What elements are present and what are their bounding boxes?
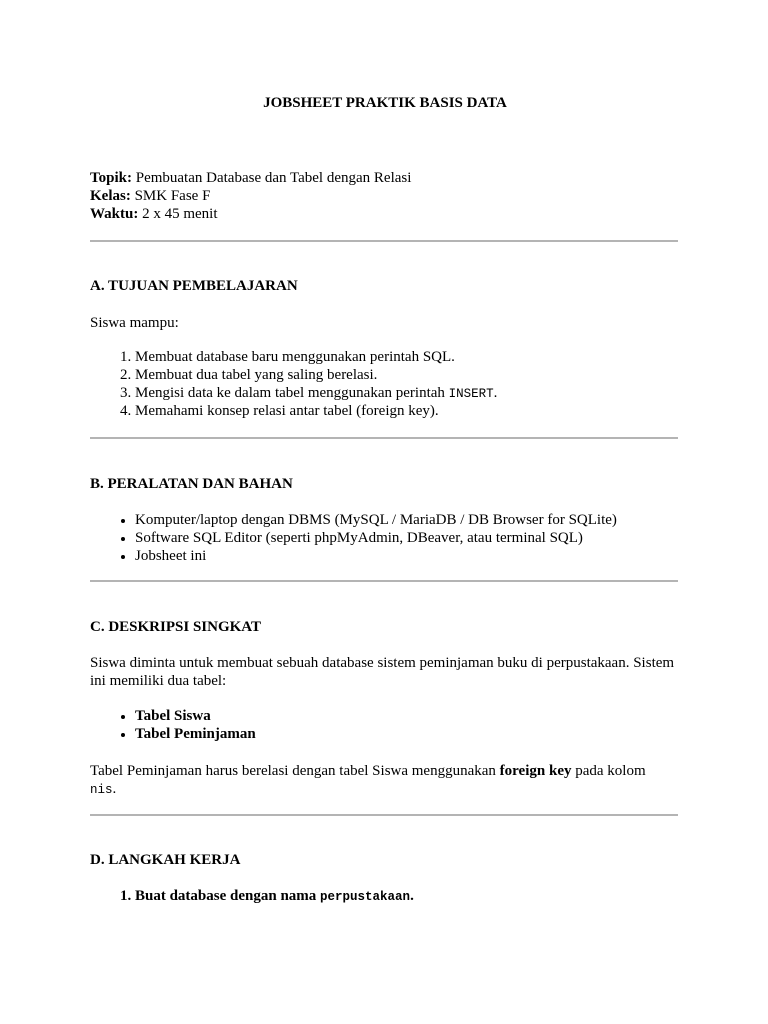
steps-list [90,887,414,905]
divider [90,240,678,242]
divider [90,814,678,816]
meta-waktu [90,205,411,223]
relation-bold: foreign key [499,763,572,779]
objectives-list [90,348,497,420]
relation-end: pada kolom [571,763,646,779]
section-c-relation [90,762,680,799]
relation-text: Tabel Peminjaman harus berelasi dengan tabel Siswa menggunakan [90,763,500,779]
section-a-heading: A. TUJUAN PEMBELAJARAN [90,278,298,294]
meta-topik [90,169,411,187]
topik-value: Pembuatan Database dan Tabel dengan Relasi [131,170,412,186]
code-perpustakaan: perpustakaan [320,890,411,904]
tools-list [90,511,617,565]
waktu-value: 2 x 45 menit [138,206,218,222]
list-item-text: Mengisi data ke dalam tabel menggunakan perintah [135,385,449,401]
kelas-label: Kelas: [90,188,131,204]
topik-label: Topik: [90,170,132,186]
list-item: • Tabel Peminjaman [135,725,256,743]
divider [90,580,678,582]
list-item [135,887,414,905]
meta-kelas [90,187,411,205]
paragraph-line [90,762,680,780]
section-b-heading: B. PERALATAN DAN BAHAN [90,476,293,492]
paragraph-line: ini memiliki dua tabel: [90,673,227,689]
paragraph-line [90,780,680,799]
relation-period: . [112,781,117,797]
step-end: . [410,888,414,904]
kelas-value: SMK Fase F [130,188,211,204]
section-c-paragraph [90,654,680,690]
meta-info [90,169,411,223]
list-item: 2. Membuat dua tabel yang saling berelasi. [135,366,497,384]
paragraph-line: Siswa diminta untuk membuat sebuah database sistem peminjaman buku di perpustakaan. Sistem [90,655,675,671]
list-item: • Software SQL Editor (seperti phpMyAdmin, DBeaver, atau terminal SQL) [135,529,617,547]
code-insert: INSERT [448,387,494,401]
divider [90,437,678,439]
list-item [135,384,497,402]
list-item: • Tabel Siswa [135,707,256,725]
section-d-heading: D. LANGKAH KERJA [90,852,241,868]
step-text: Buat database dengan nama [135,888,321,904]
list-item: • Jobsheet ini [135,547,617,565]
list-item: 4. Memahami konsep relasi antar tabel (foreign key). [135,402,497,420]
list-item-end: . [493,385,498,401]
list-item: 1. Membuat database baru menggunakan perintah SQL. [135,348,497,366]
section-a-intro: Siswa mampu: [90,315,179,331]
page-title: JOBSHEET PRAKTIK BASIS DATA [263,95,507,111]
tables-list [90,707,256,743]
list-item: • Komputer/laptop dengan DBMS (MySQL / MariaDB / DB Browser for SQLite) [135,511,617,529]
waktu-label: Waktu: [90,206,139,222]
code-nis: nis [90,783,113,797]
section-c-heading: C. DESKRIPSI SINGKAT [90,619,262,635]
